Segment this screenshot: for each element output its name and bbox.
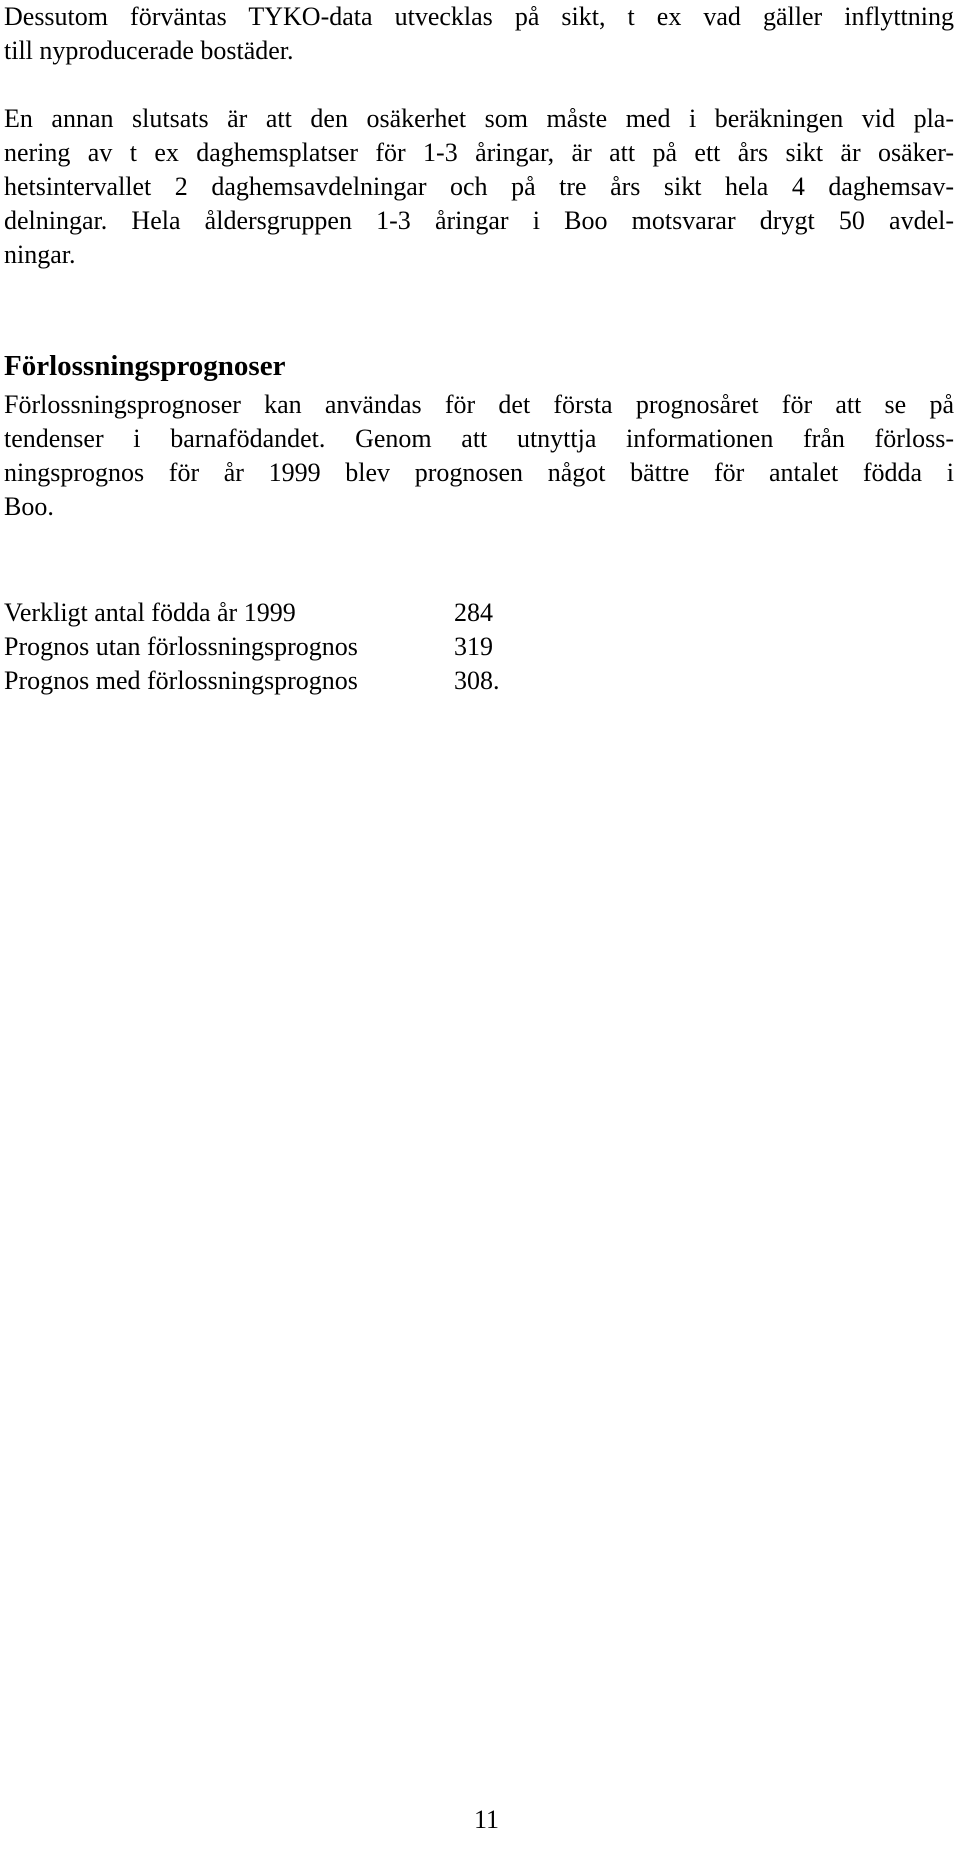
paragraph-tyko-data (4, 0, 954, 68)
section-heading: Förlossningsprognoser (4, 350, 286, 382)
paragraph-birth-forecasts (4, 388, 954, 524)
paragraph-line: tendenser i barnafödandet. Genom att utnyttja informationen från förloss- (4, 424, 954, 453)
stat-value: 308. (454, 666, 500, 695)
paragraph-line: delningar. Hela åldersgruppen 1-3 åringar i Boo motsvarar drygt 50 avdel- (4, 206, 954, 235)
paragraph-line: ningsprognos för år 1999 blev prognosen något bättre för antalet födda i (4, 458, 954, 487)
births-comparison-list (4, 596, 554, 698)
stat-label: Prognos med förlossningsprognos (4, 666, 358, 695)
stat-row-actual (4, 596, 554, 630)
stat-value: 284 (454, 598, 493, 627)
stat-value: 319 (454, 632, 493, 661)
paragraph-line: En annan slutsats är att den osäkerhet som måste med i beräkningen vid pla- (4, 104, 954, 133)
paragraph-line: Boo. (4, 492, 54, 521)
paragraph-line: Dessutom förväntas TYKO-data utvecklas på sikt, t ex vad gäller inflyttning (4, 2, 954, 31)
page-number: 11 (474, 1805, 500, 1834)
paragraph-line: nering av t ex daghemsplatser för 1-3 åringar, är att på ett års sikt är osäker- (4, 138, 954, 167)
paragraph-line: hetsintervallet 2 daghemsavdelningar och på tre års sikt hela 4 daghemsav- (4, 172, 954, 201)
stat-row-without-forecast (4, 630, 554, 664)
stat-row-with-forecast (4, 664, 554, 698)
paragraph-uncertainty (4, 102, 954, 272)
paragraph-line: Förlossningsprognoser kan användas för det första prognosåret för att se på (4, 390, 954, 419)
paragraph-line: till nyproducerade bostäder. (4, 36, 294, 65)
stat-label: Verkligt antal födda år 1999 (4, 598, 296, 627)
paragraph-line: ningar. (4, 240, 76, 269)
stat-label: Prognos utan förlossningsprognos (4, 632, 358, 661)
